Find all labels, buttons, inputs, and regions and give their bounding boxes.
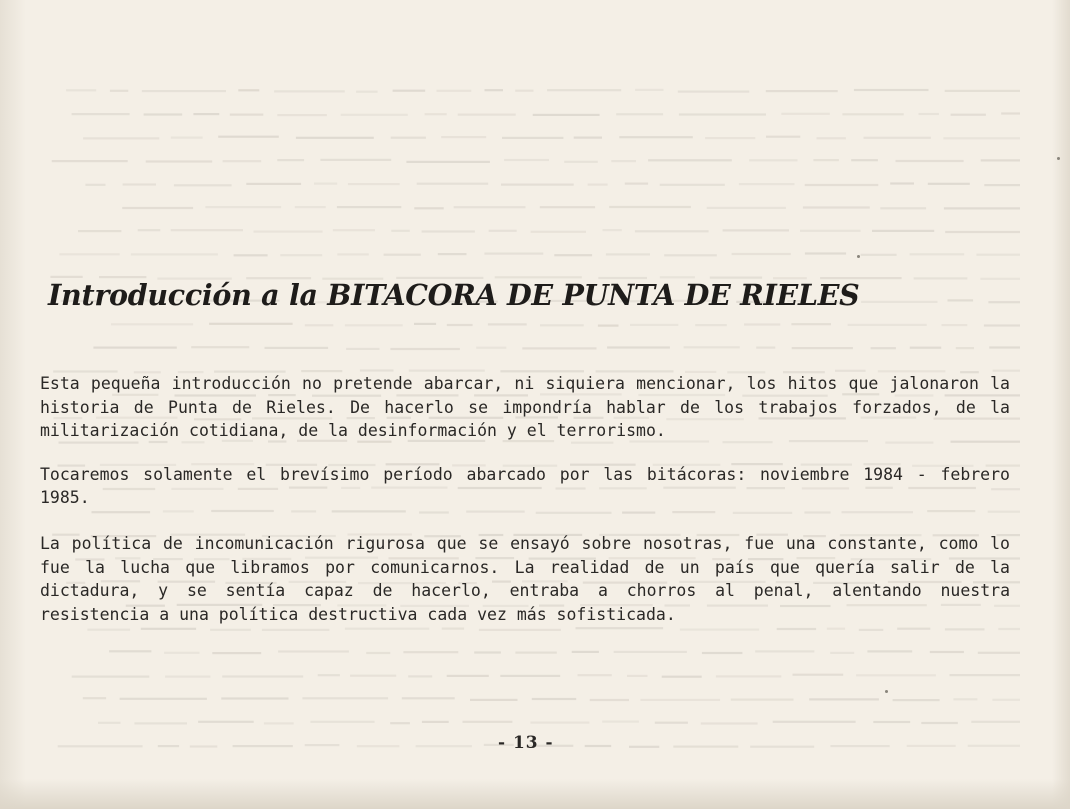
bleed-stroke — [953, 698, 977, 700]
bleed-stroke — [625, 183, 648, 185]
bleed-stroke — [109, 650, 151, 652]
bleed-stroke — [950, 674, 1021, 676]
bleed-stroke — [489, 230, 517, 232]
bleed-stroke — [254, 231, 323, 233]
bleed-stroke — [190, 745, 218, 747]
bleed-stroke — [454, 206, 526, 208]
bleed-stroke — [781, 113, 830, 115]
bleed-stroke — [980, 278, 1020, 280]
bleed-stroke — [238, 89, 259, 91]
bleed-stroke — [120, 698, 207, 700]
bleed-stroke — [547, 89, 621, 91]
bleed-stroke — [540, 206, 595, 208]
bleed-stroke — [484, 253, 543, 255]
bleed-stroke — [791, 323, 831, 325]
bleed-stroke — [123, 183, 156, 185]
bleed-stroke — [942, 324, 968, 326]
bleed-stroke — [805, 252, 846, 254]
bleed-stroke — [981, 159, 1020, 161]
bleed-stroke — [739, 183, 795, 185]
bleed-stroke — [756, 347, 775, 349]
bleed-stroke — [66, 89, 96, 91]
bleed-stroke — [707, 207, 786, 209]
bleed-stroke — [138, 229, 161, 231]
bleed-stroke — [890, 182, 914, 184]
bleed-stroke — [805, 184, 879, 186]
bleed-stroke — [755, 650, 814, 652]
bleed-stroke — [867, 650, 912, 652]
bleed-stroke — [345, 324, 403, 326]
bleed-stroke — [723, 229, 789, 231]
bleed-stroke — [416, 745, 472, 747]
bleed-stroke — [705, 137, 755, 139]
bleed-stroke — [474, 651, 501, 653]
bleed-stroke — [280, 254, 322, 256]
bleed-stroke — [1001, 112, 1020, 114]
bleed-stroke — [793, 674, 844, 676]
bleed-stroke — [588, 184, 608, 186]
bleed-stroke — [679, 113, 766, 115]
bleed-stroke — [640, 699, 720, 701]
bleed-stroke — [246, 183, 301, 185]
paragraph-1: Esta pequeña introducción no pretende abarcar, ni siquiera mencionar, los hitos que jalonaron la historia de Punta de Rieles. De hacerlo se impondría hablar de los trabajos forzados, de la militarización cotidiana, de la desinformación y el terrorismo. — [40, 374, 1010, 441]
bleed-stroke — [907, 745, 956, 747]
bleed-stroke — [540, 324, 584, 326]
bleed-stroke — [702, 652, 743, 654]
bleed-stroke — [910, 253, 965, 255]
bleed-stroke — [476, 347, 506, 349]
bleed-stroke — [296, 137, 374, 139]
bleed-stroke — [171, 137, 203, 139]
bleed-stroke — [447, 675, 489, 677]
bleed-stroke — [856, 674, 936, 676]
bleed-stroke — [221, 697, 288, 699]
bleed-stroke — [144, 113, 183, 115]
bleed-stroke — [391, 137, 426, 139]
bleed-stroke — [59, 253, 119, 255]
bleed-stroke — [333, 229, 375, 231]
bleed-stroke — [578, 674, 612, 676]
bleed-stroke — [350, 675, 396, 677]
bleed-stroke — [766, 90, 838, 92]
bleed-stroke — [278, 650, 349, 652]
bleed-stroke — [732, 253, 791, 255]
paper-speck — [885, 690, 888, 693]
bleed-stroke — [603, 229, 622, 231]
bleed-stroke — [164, 652, 199, 654]
bleed-stroke — [463, 721, 513, 723]
bleed-stroke — [842, 113, 903, 115]
bleed-stroke — [984, 184, 1020, 186]
bleed-stroke — [673, 746, 738, 748]
page-edge-shadow-left — [0, 0, 26, 809]
bleed-stroke — [320, 159, 391, 161]
bleed-stroke — [629, 746, 659, 748]
bleed-stroke — [716, 675, 781, 677]
bleed-stroke — [422, 230, 475, 232]
bleed-stroke — [750, 746, 814, 748]
bleed-stroke — [337, 253, 369, 255]
bleed-stroke — [193, 113, 219, 115]
bleed-stroke — [616, 113, 663, 115]
bleed-stroke — [590, 699, 629, 701]
bleed-stroke — [78, 230, 121, 232]
bleed-stroke — [522, 347, 596, 349]
bleed-stroke — [572, 651, 599, 653]
bleed-stroke — [422, 721, 449, 723]
bleed-stroke — [438, 253, 467, 255]
bleed-stroke — [85, 184, 105, 186]
bleed-stroke — [766, 136, 800, 138]
bleed-stroke — [609, 206, 691, 208]
bleed-stroke — [223, 160, 262, 162]
bleed-stroke — [635, 230, 709, 232]
bleed-stroke — [209, 323, 293, 325]
bleed-stroke — [515, 652, 556, 654]
bleed-stroke — [191, 346, 249, 348]
bleed-stroke — [627, 675, 648, 677]
bleed-stroke — [872, 230, 934, 232]
bleed-stroke — [346, 348, 379, 350]
bleed-stroke — [945, 231, 1020, 233]
bleed-stroke — [72, 113, 130, 115]
bleed-stroke — [800, 230, 861, 232]
page-edge-shadow-right — [1052, 0, 1070, 809]
bleed-stroke — [956, 347, 974, 349]
bleed-stroke — [314, 183, 337, 185]
bleed-stroke — [978, 652, 1020, 654]
bleed-stroke — [391, 230, 410, 232]
bleed-stroke — [585, 745, 612, 747]
bleed-stroke — [992, 699, 1020, 701]
bleed-stroke — [914, 277, 968, 279]
bleed-stroke — [425, 113, 447, 115]
bleed-stroke — [630, 324, 678, 326]
bleed-stroke — [664, 254, 717, 256]
bleed-stroke — [619, 136, 693, 138]
bleed-stroke — [893, 699, 940, 701]
bleed-stroke — [348, 183, 400, 185]
bleed-stroke — [198, 721, 254, 723]
bleed-stroke — [218, 136, 279, 138]
bleed-stroke — [532, 698, 576, 700]
bleed-stroke — [274, 90, 345, 92]
bleed-stroke — [564, 161, 598, 163]
bleed-stroke — [234, 254, 268, 256]
bleed-stroke — [83, 137, 159, 139]
bleed-stroke — [233, 745, 293, 747]
bleed-stroke — [648, 159, 732, 161]
bleed-stroke — [864, 137, 931, 139]
bleed-stroke — [731, 699, 794, 701]
bleed-stroke — [414, 323, 436, 325]
bleed-stroke — [504, 159, 549, 161]
bleed-stroke — [165, 676, 210, 678]
bleed-stroke — [417, 183, 489, 185]
bleed-stroke — [501, 184, 574, 186]
bleed-stroke — [744, 323, 780, 325]
bleed-stroke — [951, 114, 986, 116]
bleed-stroke — [146, 160, 213, 162]
bleed-stroke — [110, 90, 128, 92]
bleed-stroke — [678, 91, 750, 93]
bleed-stroke — [265, 347, 329, 349]
bleed-stroke — [142, 90, 226, 92]
paper-speck — [1057, 157, 1060, 160]
bleed-stroke — [773, 721, 856, 723]
bleed-stroke — [406, 161, 490, 163]
page-edge-shadow-bottom — [0, 779, 1070, 809]
bleed-stroke — [408, 675, 432, 677]
bleed-stroke — [470, 699, 518, 701]
bleed-stroke — [809, 698, 879, 700]
bleed-stroke — [848, 324, 927, 326]
bleed-stroke — [205, 206, 281, 208]
bleed-stroke — [655, 722, 688, 724]
page-number: - 13 - — [498, 733, 554, 753]
bleed-stroke — [896, 160, 964, 162]
bleed-stroke — [277, 114, 327, 116]
bleed-stroke — [403, 651, 458, 653]
bleed-stroke — [792, 347, 853, 349]
bleed-stroke — [264, 722, 294, 724]
bleed-stroke — [943, 137, 1020, 139]
bleed-stroke — [989, 346, 1020, 348]
bleed-stroke — [393, 90, 426, 92]
bleed-stroke — [174, 184, 232, 186]
bleed-stroke — [662, 676, 702, 678]
bleed-stroke — [58, 745, 143, 747]
bleed-stroke — [803, 206, 870, 208]
bleed-stroke — [171, 229, 243, 231]
bleed-stroke — [93, 347, 176, 349]
bleed-stroke — [988, 301, 1020, 303]
bleed-stroke — [98, 722, 121, 724]
bleed-stroke — [337, 206, 401, 208]
bleed-stroke — [830, 745, 889, 747]
bleed-stroke — [607, 346, 670, 348]
bleed-stroke — [341, 114, 408, 116]
bleed-stroke — [948, 299, 974, 301]
bleed-stroke — [295, 206, 326, 208]
bleed-stroke — [122, 207, 193, 209]
bleed-stroke — [390, 348, 460, 350]
bleed-stroke — [830, 652, 854, 654]
bleed-stroke — [305, 324, 334, 326]
bleed-stroke — [635, 89, 663, 91]
page-title: Introducción a la BITACORA DE PUNTA DE RIELES — [48, 278, 860, 312]
bleed-stroke — [310, 721, 374, 723]
bleed-stroke — [318, 674, 340, 676]
bleed-stroke — [222, 675, 303, 677]
bleed-stroke — [928, 183, 970, 185]
bleed-stroke — [684, 346, 740, 348]
bleed-stroke — [111, 323, 193, 325]
bleed-stroke — [598, 325, 619, 327]
bleed-stroke — [515, 90, 533, 92]
bleed-stroke — [52, 160, 128, 162]
bleed-stroke — [488, 323, 527, 325]
bleed-stroke — [854, 89, 929, 91]
bleed-stroke — [813, 159, 839, 161]
bleed-stroke — [695, 324, 727, 326]
bleed-stroke — [302, 697, 388, 699]
bleed-stroke — [921, 722, 958, 724]
bleed-stroke — [447, 324, 473, 326]
bleed-stroke — [384, 254, 421, 256]
bleed-stroke — [871, 347, 896, 349]
paragraph-3: La política de incomunicación rigurosa que se ensayó sobre nosotras, fue una constante, como lo fue la lucha que libramos por comunicarnos. La realidad de un país que quería salir de la dictadura, y se sentía capaz de hacerlo, entraba a chorros al penal, alentando nuestra resistencia a una política destructiva cada vez más sofisticada. — [40, 533, 1010, 624]
bleed-stroke — [930, 651, 964, 653]
bleed-stroke — [611, 160, 636, 162]
bleed-stroke — [502, 137, 563, 139]
bleed-stroke — [602, 721, 639, 723]
bleed-stroke — [606, 253, 650, 255]
bleed-stroke — [861, 254, 897, 256]
bleed-stroke — [945, 90, 1020, 92]
bleed-stroke — [441, 136, 486, 138]
bleed-stroke — [83, 697, 106, 699]
bleed-stroke — [976, 254, 1020, 256]
bleed-stroke — [305, 744, 340, 746]
bleed-stroke — [851, 159, 878, 161]
bleed-stroke — [357, 745, 400, 747]
bleed-stroke — [910, 347, 941, 349]
bleed-stroke — [533, 114, 600, 116]
bleed-stroke — [944, 207, 1020, 209]
bleed-stroke — [366, 652, 390, 654]
bleed-stroke — [554, 254, 592, 256]
bleed-stroke — [614, 651, 687, 653]
bleed-stroke — [356, 91, 378, 93]
bleed-stroke — [500, 675, 560, 677]
bleed-stroke — [212, 652, 261, 654]
bleed-stroke — [437, 90, 472, 92]
bleed-stroke — [277, 159, 304, 161]
bleed-stroke — [968, 745, 1020, 747]
bleed-stroke — [873, 721, 910, 723]
bleed-stroke — [701, 722, 758, 724]
bleed-stroke — [817, 137, 846, 139]
bleed-stroke — [660, 184, 725, 186]
bleed-stroke — [984, 324, 1020, 326]
bleed-stroke — [131, 253, 218, 255]
bleed-stroke — [230, 114, 264, 116]
bleed-stroke — [531, 231, 586, 233]
bleed-stroke — [861, 301, 937, 303]
bleed-stroke — [414, 207, 443, 209]
body-text — [40, 372, 1010, 649]
bleed-stroke — [880, 207, 926, 209]
bleed-stroke — [971, 721, 1020, 723]
bleed-stroke — [749, 159, 797, 161]
bleed-stroke — [485, 89, 504, 91]
bleed-stroke — [458, 114, 516, 116]
bleed-stroke — [72, 676, 150, 678]
bleed-stroke — [390, 722, 410, 724]
bleed-stroke — [134, 722, 187, 724]
bleed-stroke — [574, 137, 602, 139]
bleed-stroke — [158, 745, 179, 747]
bleed-stroke — [919, 113, 939, 115]
paragraph-2: Tocaremos solamente el brevísimo período abarcado por las bitácoras: noviembre 1984 - febrero 1985. — [40, 464, 1010, 508]
bleed-stroke — [402, 697, 455, 699]
bleed-stroke — [530, 722, 589, 724]
paper-speck — [857, 255, 860, 258]
